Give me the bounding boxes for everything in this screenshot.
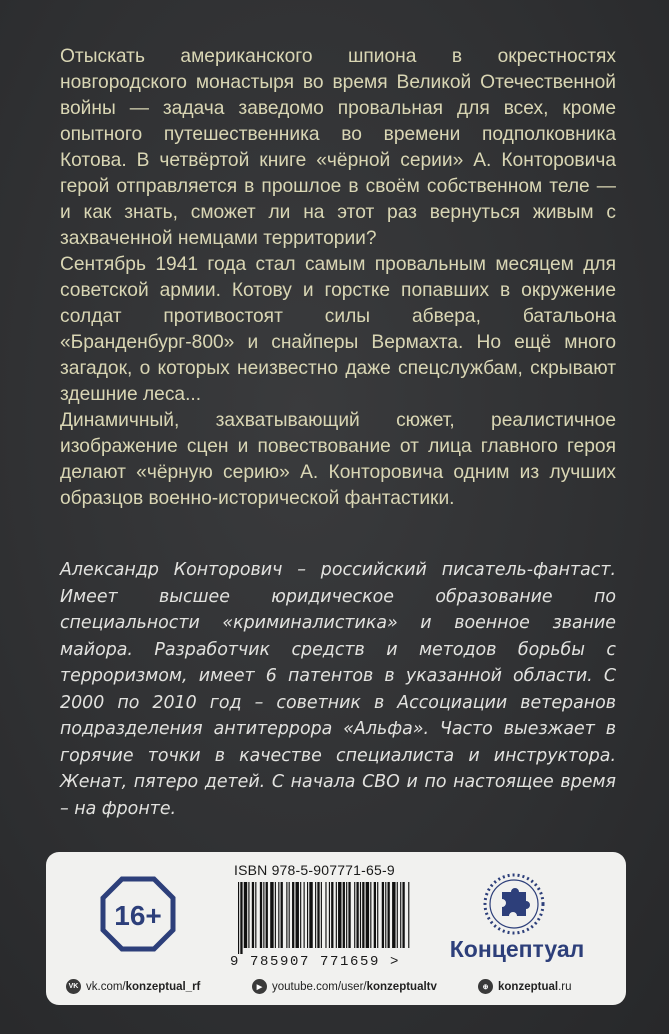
- barcode-bar: [270, 882, 273, 948]
- age-rating-text: 16+: [114, 900, 162, 931]
- barcode-bar: [336, 882, 337, 948]
- barcode-bar: [238, 882, 239, 954]
- barcode-bar: [343, 882, 345, 948]
- barcode-bar: [307, 882, 308, 948]
- barcode-bar: [266, 882, 268, 948]
- barcode-bar: [281, 882, 283, 948]
- barcode-bar: [392, 882, 395, 948]
- barcode-bar: [382, 882, 384, 948]
- barcode-bar: [354, 882, 355, 948]
- barcode-bar: [315, 882, 316, 948]
- barcode-bar: [408, 882, 409, 948]
- publisher-logo: [482, 872, 546, 936]
- barcode-bar: [300, 882, 301, 948]
- barcode-digits: 9 785907 771659 >: [230, 954, 401, 970]
- barcode-bar: [348, 882, 350, 948]
- vk-icon: VK: [66, 979, 81, 994]
- annotation-paragraph-2: Сентябрь 1941 года стал самым провальным месяцем для советской армии. Котову и горстке попавших в окружение солдат противостоят силы абвера, батальона «Бранденбург-800» и снайперы Вермахта. Но ещё много загадок, о которых неизвестно даже спецслужбам, скрывают здешние леса...: [60, 254, 616, 405]
- barcode: [236, 882, 412, 954]
- website-link-text: konzeptual.ru: [498, 980, 572, 993]
- barcode-bar: [292, 882, 294, 948]
- barcode-bar: [356, 882, 358, 948]
- barcode-bar: [329, 882, 330, 948]
- barcode-bar: [248, 882, 249, 948]
- youtube-link-text: youtube.com/user/konzeptualtv: [272, 980, 437, 993]
- annotation-paragraph-1: Отыскать американского шпиона в окрестностях новгородского монастыря во время Великой Отечественной войны — задача заведомо провальная для всех, кроме опытного путешественника во времени подполковника Котова. В четвёртой книге «чёрной серии» А. Конторовича герой отправляется в прошлое в своём собственном теле — и как знать, сможет ли на этот раз вернуться живым с захваченной немцами территории?: [60, 46, 616, 249]
- barcode-bar: [263, 882, 264, 948]
- barcode-bar: [304, 882, 305, 948]
- barcode-bar: [346, 882, 347, 948]
- isbn-text: ISBN 978-5-907771-65-9: [234, 862, 395, 878]
- vk-link-text: vk.com/konzeptual_rf: [86, 980, 201, 993]
- barcode-bar: [400, 882, 401, 948]
- barcode-bar: [286, 882, 287, 948]
- barcode-bar: [388, 882, 390, 948]
- barcode-bar: [255, 882, 256, 948]
- annotation-paragraph-3: Динамичный, захватывающий сюжет, реалистичное изображение сцен и повествование от лица главного героя делают «чёрную серию» А. Конторовича одним из лучших образцов военно-исторической фантастики.: [60, 410, 616, 509]
- barcode-bar: [289, 882, 290, 948]
- barcode-bar: [402, 882, 404, 948]
- barcode-bar: [321, 882, 322, 948]
- barcode-bar: [252, 882, 254, 948]
- website-link[interactable]: [478, 979, 571, 994]
- author-bio: Александр Конторович – российский писатель-фантаст. Имеет высшее юридическое образование по специальности «криминалистика» и военное звание майора. Разработчик средств и методов борьбы с терроризмом, имеет 6 патентов в указанной области. С 2000 по 2010 год – советник в Ассоциации ветеранов подразделения антитеррора «Альфа». Часто выезжает в горячие точки в качестве специалиста и инструктора. Женат, пятеро детей. С начала СВО и по настоящее время – на фронте.: [60, 560, 616, 819]
- puzzle-piece-icon: [502, 888, 530, 916]
- barcode-bar: [296, 882, 299, 948]
- social-links: [60, 979, 616, 999]
- barcode-bar: [240, 882, 242, 954]
- globe-icon: ⊕: [478, 979, 493, 994]
- barcode-bar: [278, 882, 279, 948]
- barcode-bar: [309, 882, 312, 948]
- publisher-name: Концептуал: [449, 936, 585, 962]
- barcode-bar: [360, 882, 361, 948]
- barcode-bar: [325, 882, 326, 948]
- barcode-bar: [385, 882, 386, 948]
- barcode-bar: [397, 882, 398, 948]
- barcode-bar: [366, 882, 369, 948]
- barcode-bar: [338, 882, 341, 948]
- barcode-bar: [370, 882, 371, 948]
- info-panel: [46, 852, 626, 1005]
- barcode-bar: [317, 882, 319, 948]
- youtube-link[interactable]: [252, 979, 437, 994]
- youtube-icon: ▶: [252, 979, 267, 994]
- book-annotation: [60, 44, 616, 512]
- vk-link[interactable]: [66, 979, 200, 994]
- barcode-bar: [260, 882, 262, 948]
- barcode-bar: [244, 882, 247, 948]
- age-rating-badge: [100, 876, 176, 952]
- barcode-bar: [275, 882, 276, 948]
- barcode-bar: [331, 882, 333, 948]
- barcode-bar: [377, 882, 378, 948]
- barcode-bar: [374, 882, 376, 948]
- barcode-bar: [362, 882, 364, 948]
